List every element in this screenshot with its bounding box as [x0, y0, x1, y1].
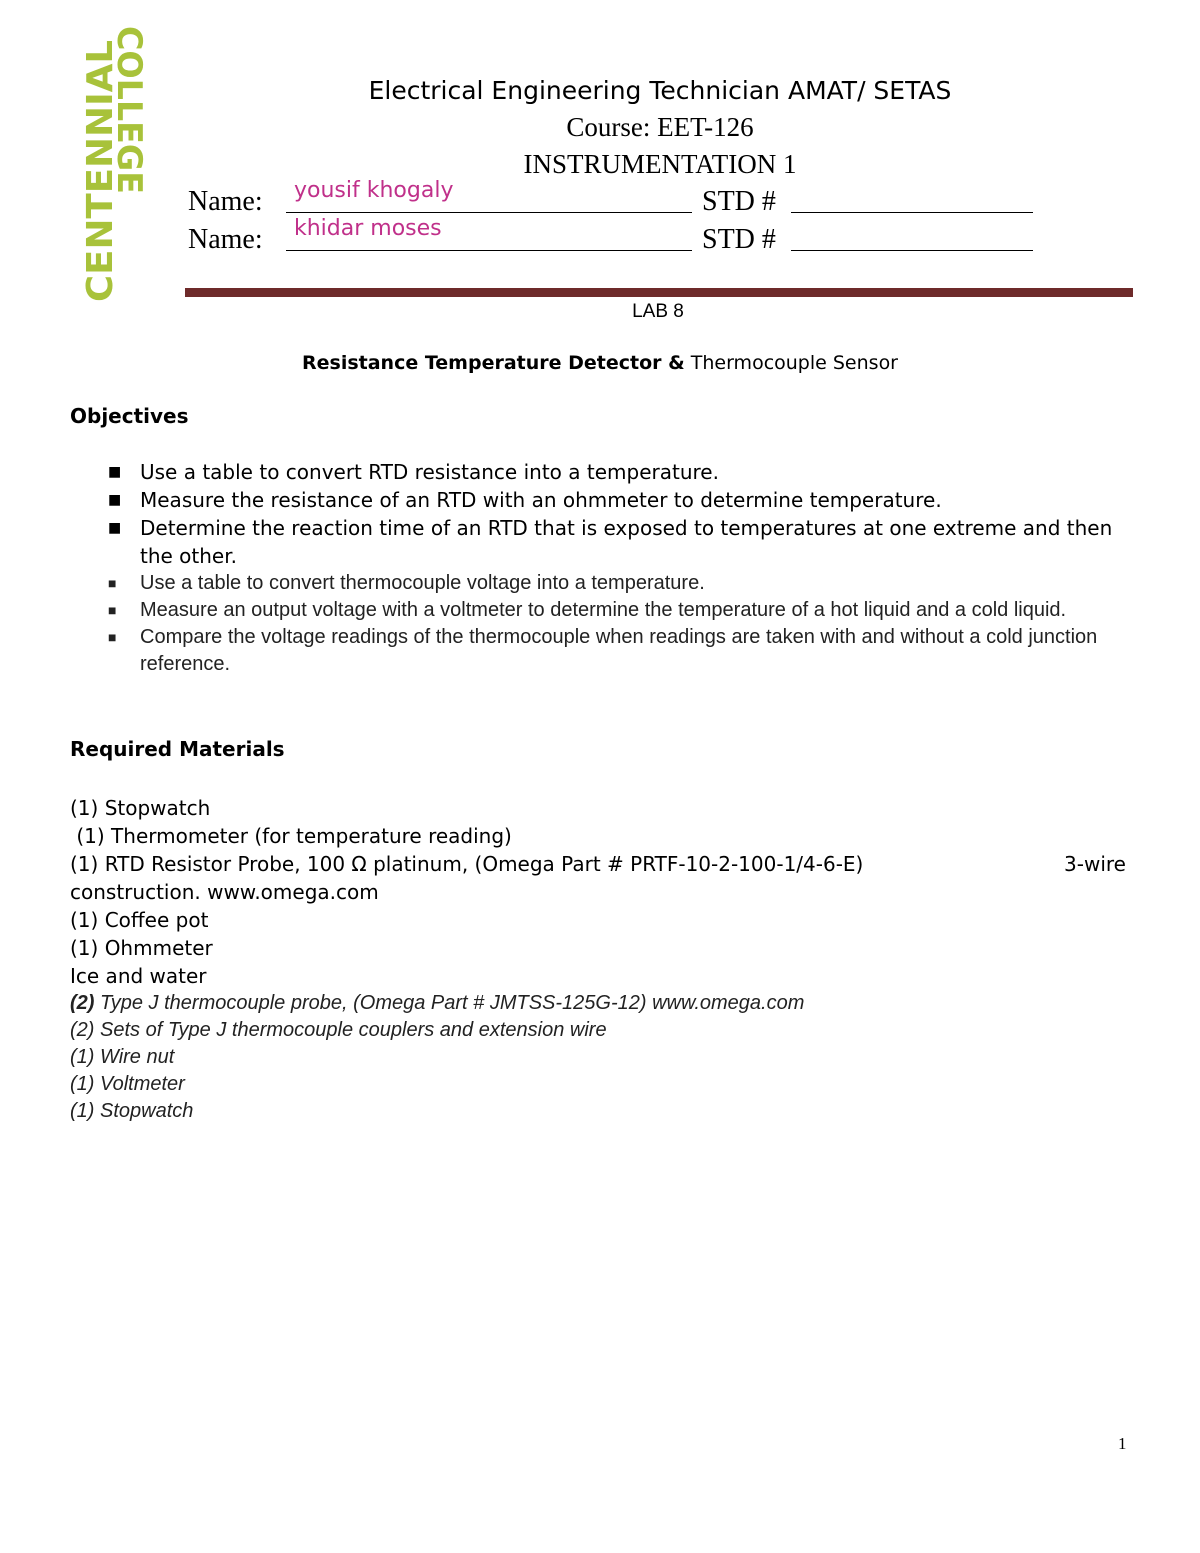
name-underline	[286, 250, 692, 251]
list-item: (1) Thermometer (for temperature reading)	[70, 824, 512, 848]
list-item: ■ Determine the reaction time of an RTD that is exposed to temperatures at one extreme and then the other.	[108, 516, 1113, 568]
std-underline[interactable]	[791, 250, 1033, 251]
course-title: INSTRUMENTATION 1	[523, 149, 797, 179]
student-name-2[interactable]: khidar moses	[294, 216, 442, 241]
std-underline[interactable]	[791, 212, 1033, 213]
list-item: (1) Stopwatch	[70, 796, 211, 820]
header-divider	[185, 288, 1133, 297]
bullet-icon: ■	[108, 602, 117, 618]
name-row-2	[188, 216, 1048, 262]
std-label: STD #	[702, 186, 776, 217]
student-name-1[interactable]: yousif khogaly	[294, 178, 454, 203]
materials-list	[70, 794, 1130, 1125]
list-item: (1) Wire nut	[70, 1046, 175, 1068]
list-item: (1) Coffee pot	[70, 908, 209, 932]
document-title	[0, 352, 1200, 374]
materials-heading: Required Materials	[70, 737, 285, 761]
list-item: (2) Type J thermocouple probe, (Omega Part # JMTSS-125G-12) www.omega.com	[70, 992, 805, 1014]
list-item: ■ Measure an output voltage with a voltmeter to determine the temperature of a hot liquid and a cold liquid.	[70, 597, 1130, 624]
list-item: (1) Stopwatch	[70, 1100, 194, 1122]
page-number: 1	[1118, 1434, 1127, 1453]
name-label: Name:	[188, 224, 263, 255]
list-item: construction. www.omega.com	[70, 880, 379, 904]
bullet-icon: ■	[108, 629, 117, 645]
list-item: (1) RTD Resistor Probe, 100 Ω platinum, (Omega Part # PRTF-10-2-100-1/4-6-E) 3-wire	[70, 852, 1126, 876]
name-label: Name:	[188, 186, 263, 217]
bullet-icon: ■	[108, 520, 122, 536]
bullet-icon: ■	[108, 492, 122, 508]
list-item: ■ Compare the voltage readings of the thermocouple when readings are taken with and without a cold junction reference.	[108, 626, 1098, 675]
course-code: Course: EET-126	[566, 112, 754, 142]
name-underline	[286, 212, 692, 213]
objectives-list	[70, 458, 1130, 678]
list-item: ■ Use a table to convert thermocouple voltage into a temperature.	[70, 570, 1130, 597]
std-label: STD #	[702, 224, 776, 255]
list-item: Ice and water	[70, 964, 207, 988]
list-item: ■ Use a table to convert RTD resistance into a temperature.	[108, 460, 719, 484]
lab-number: LAB 8	[632, 301, 684, 322]
bullet-icon: ■	[108, 464, 122, 480]
list-item: (1) Ohmmeter	[70, 936, 213, 960]
document-header	[180, 72, 1140, 183]
list-item: (1) Voltmeter	[70, 1073, 185, 1095]
title-bold: Resistance Temperature Detector &	[302, 352, 685, 374]
list-item: (2) Sets of Type J thermocouple couplers and extension wire	[70, 1019, 607, 1041]
program-title: Electrical Engineering Technician AMAT/ SETAS	[368, 76, 952, 105]
list-item: ■ Measure the resistance of an RTD with an ohmmeter to determine temperature.	[108, 488, 942, 512]
bullet-icon: ■	[108, 575, 117, 591]
title-rest: Thermocouple Sensor	[684, 352, 898, 374]
centennial-college-logo	[80, 22, 150, 304]
objectives-heading: Objectives	[70, 404, 189, 428]
logo-college: COLLEGE	[109, 26, 149, 198]
logo-centennial: CENTENNIAL	[80, 47, 121, 302]
